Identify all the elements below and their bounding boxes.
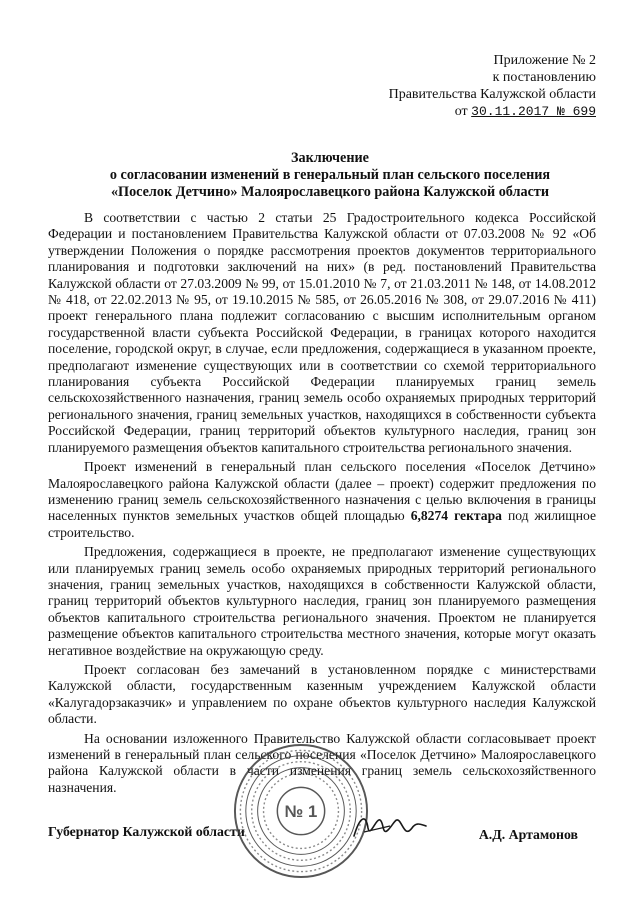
paragraph-2-text-b: под жилищное строительство. [48,508,596,540]
seal-number: № 1 [284,801,318,821]
title-line-2: о согласовании изменений в генеральный план сельского поселения [109,167,551,183]
paragraph-2-area: 6,8274 гектара [410,508,502,524]
title-line-1: Заключение [291,150,369,166]
appendix-date-line [389,103,596,120]
appendix-line-1: Приложение № 2 [493,53,596,68]
signatory-name: А.Д. Артамонов [478,827,578,842]
paragraph-2-text-a: Проект изменений в генеральный план сельского поселения «Поселок Детчино» Малоярославецкого района Калужской области (далее – проект) содержит предложения по изменению границ земель сельскохозяйственного назначения с целью включения в границы населенных пунктов земельных участков общей площадью [48,459,596,524]
signatory-title: Губернатор Калужской области [48,824,245,839]
document-title [60,150,600,201]
appendix-header [389,52,596,120]
appendix-date-prefix: от [454,104,468,119]
appendix-line-3: Правительства Калужской области [388,87,596,102]
title-line-3: «Поселок Детчино» Малоярославецкого района Калужской области [110,184,550,200]
appendix-line-2: к постановлению [492,70,596,85]
paragraph-2 [48,459,596,541]
paragraph-1: В соответствии с частью 2 статьи 25 Градостроительного кодекса Российской Федерации и постановлением Правительства Калужской области от 07.03.2008 № 92 «Об утверждении Положения о порядке рассмотрения проектов документов территориального планирования и подготовки заключений на них» (в ред. постановлений Правительства Калужской области от 27.03.2009 № 99, от 15.01.2010 № 7, от 21.03.2011 № 148, от 14.08.2012 № 418, от 22.02.2013 № 95, от 19.10.2015 № 585, от 26.05.2016 № 308, от 29.07.2016 № 411) проект генерального плана подлежит согласованию с высшим исполнительным органом государственной власти субъекта Российской Федерации, в границах которого находится поселение, городской округ, в случае, если предложения, содержащиеся в указанном проекте, предполагают изменение существующих или в соответствии со схемой территориального планирования субъекта Российской Федерации планируемых границ земель сельскохозяйственного назначения, границ земель особо охраняемых природных территорий регионального значения, границ земельных участков, находящихся в собственности субъекта Российской Федерации, границ территорий объектов культурного наследия, границ зон планируемого размещения объектов капитального строительства регионального значения. [48,210,596,455]
paragraph-3: Предложения, содержащиеся в проекте, не предполагают изменение существующих или планируемых границ земель особо охраняемых природных территорий регионального значения, границ земельных участков, находящихся в собственности Калужской области, границ территорий объектов культурного наследия, границ зон планируемого размещения объектов капитального строительства регионального значения. Проектом не планируется размещение объектов капитального строительства местного значения, которые могут оказать негативное воздействие на окружающую среду. [48,544,596,658]
handwritten-signature-icon [350,806,430,846]
document-body [48,210,596,796]
paragraph-4: Проект согласован без замечаний в установленном порядке с министерствами Калужской области, государственным казенным учреждением Калужской области «Калугадорзаказчик» и управлением по охране объектов культурного наследия Калужской области. [48,661,596,727]
paragraph-5: На основании изложенного Правительство Калужской области согласовывает проект изменений в генеральный план сельского поселения «Поселок Детчино» Малоярославецкого района Калужской области в части изменения границ земель сельскохозяйственного назначения. [48,730,596,795]
appendix-date-value: 30.11.2017 № 699 [471,104,596,119]
